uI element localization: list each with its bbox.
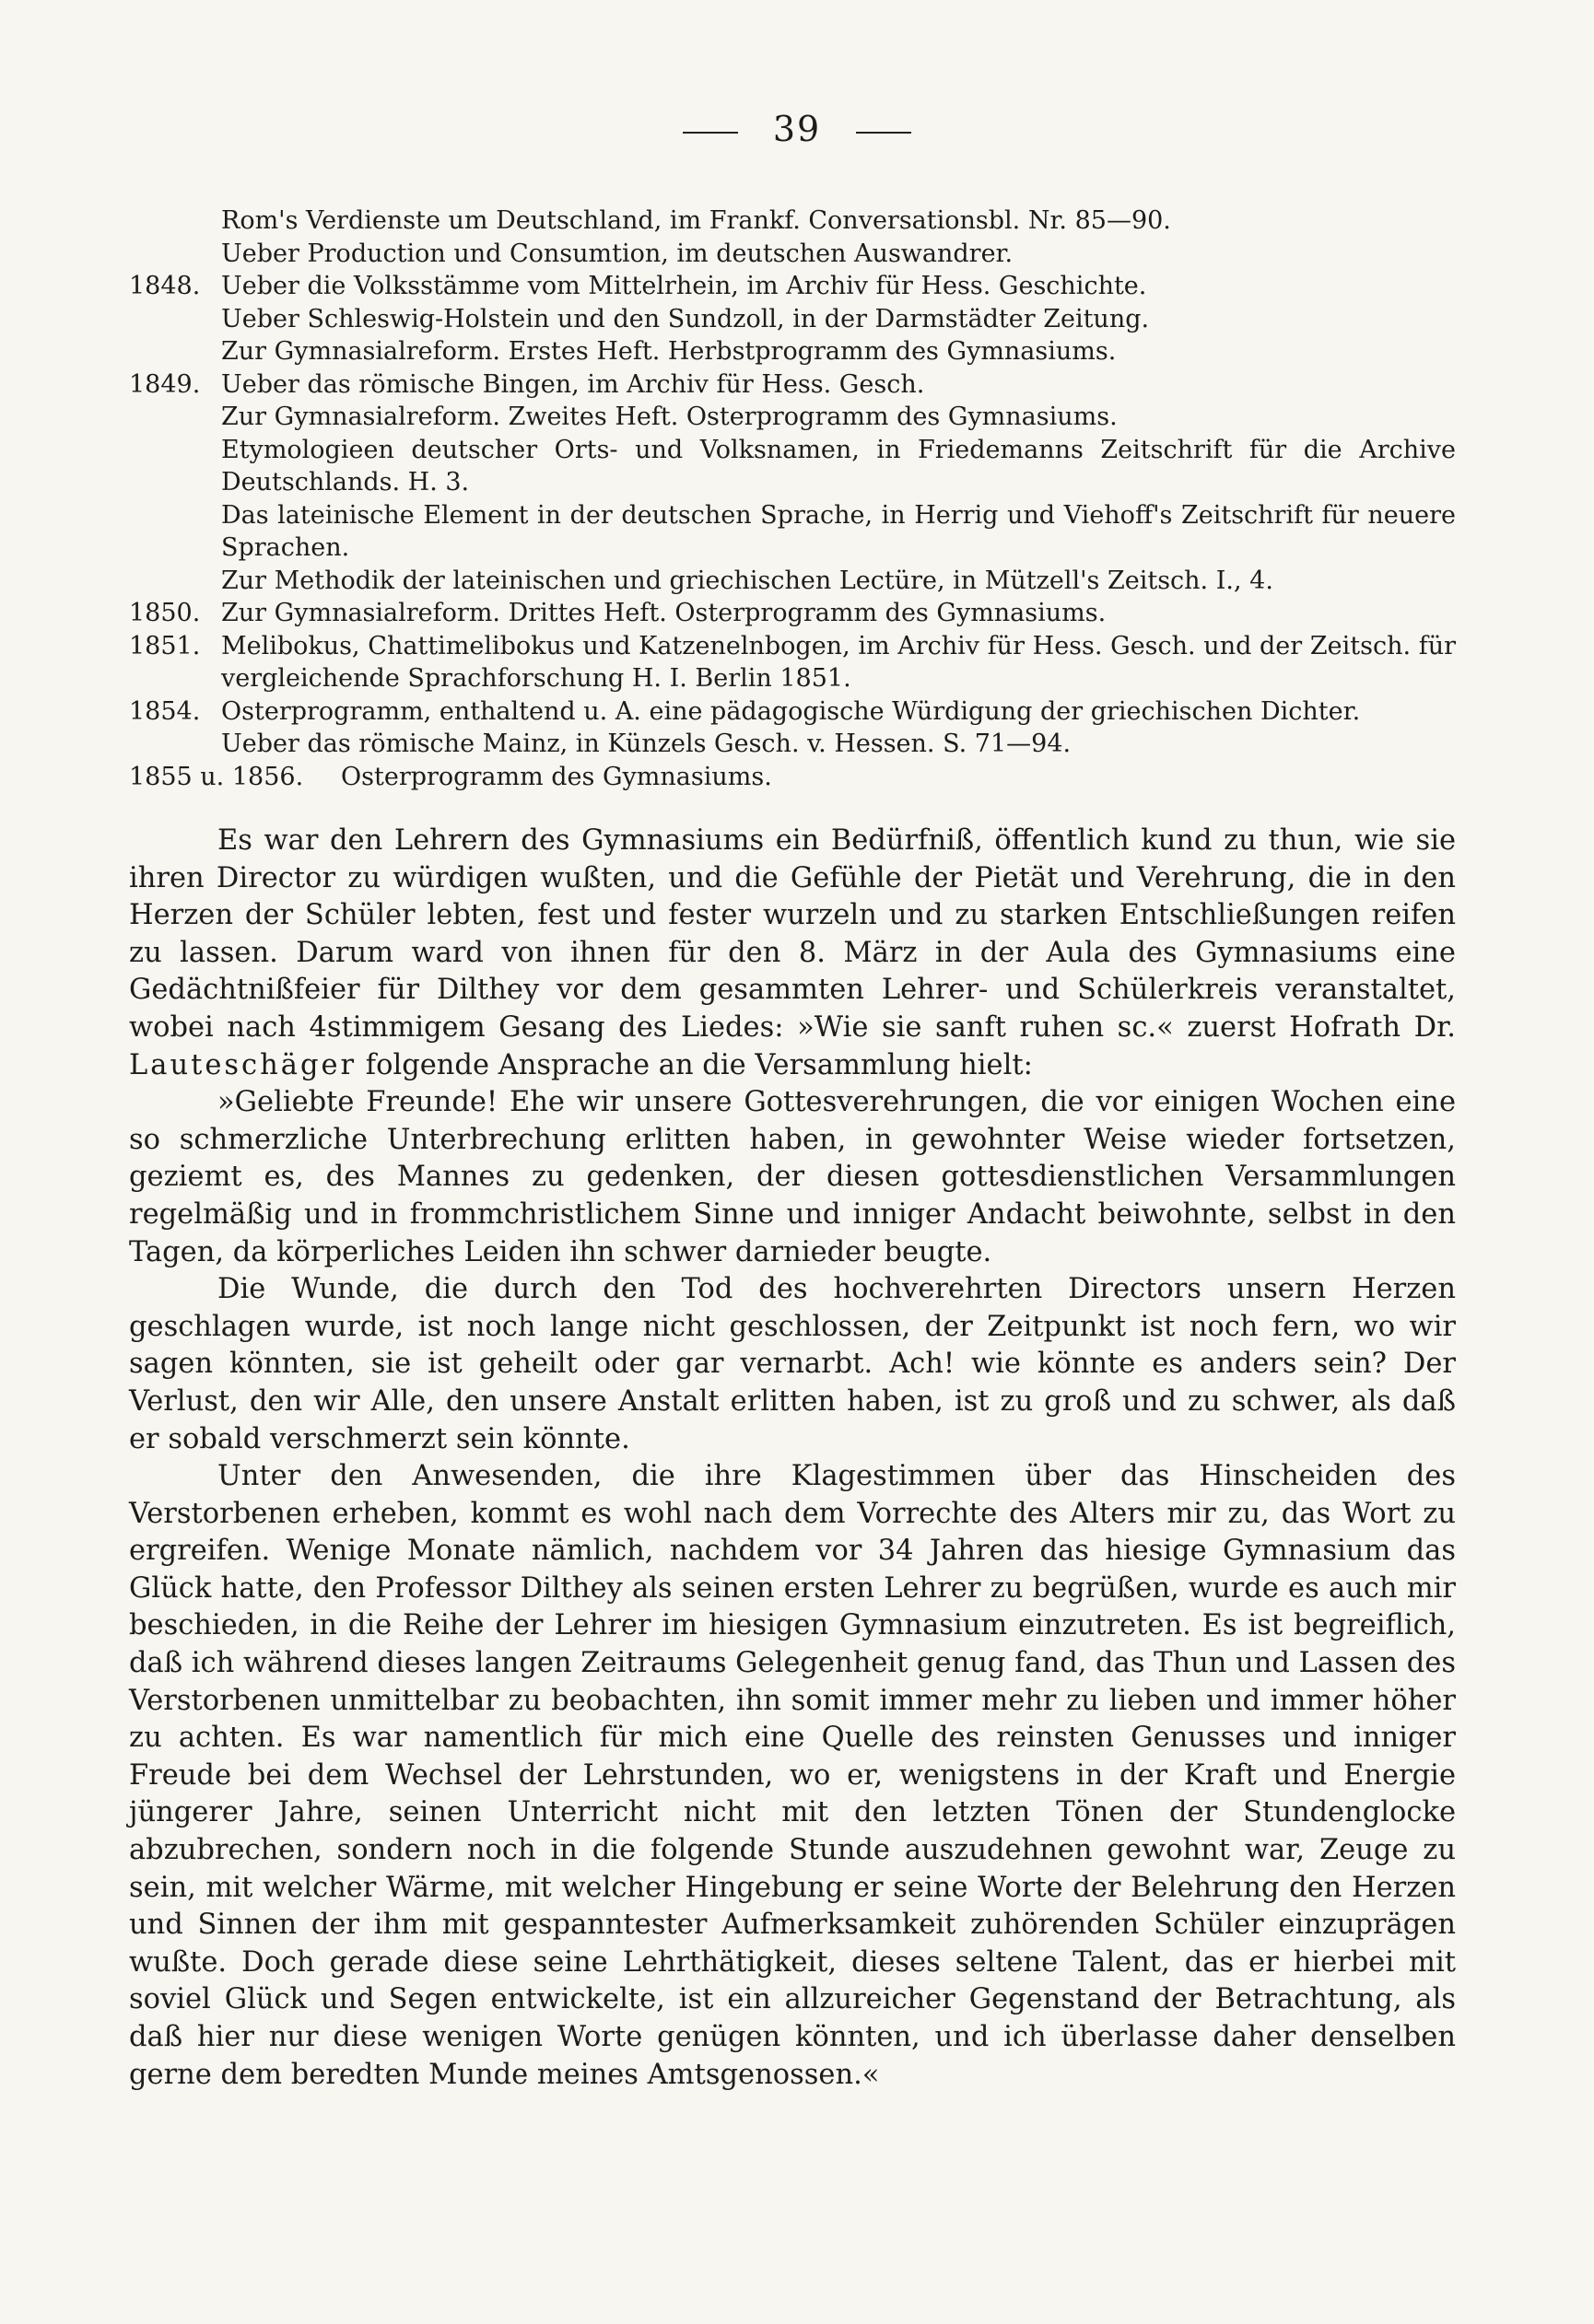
entry-year (129, 565, 221, 598)
entry-text: Osterprogramm des Gymnasiums. (341, 762, 772, 791)
bibliography-entry (129, 597, 1456, 630)
entry-year (129, 499, 221, 565)
entry-text: Ueber Schleswig-Holstein und den Sundzoll, in der Darmstädter Zeitung. (221, 304, 1150, 333)
header-dash-right (856, 132, 911, 134)
header-dash-left (683, 132, 738, 134)
entry-year: 1848. (129, 272, 201, 300)
bibliography-entry (129, 695, 1456, 729)
bibliography-entry (129, 565, 1456, 598)
entry-text: Osterprogramm, enthaltend u. A. eine pädagogische Würdigung der griechischen Dichter. (221, 696, 1361, 726)
bibliography-entry (129, 335, 1456, 368)
bibliography-entry (129, 204, 1456, 238)
entry-year (129, 335, 221, 368)
paragraph: »Geliebte Freunde! Ehe wir unsere Gottesverehrungen, die vor einigen Wochen eine so schmerzliche Unterbrechung erlitten haben, in gewohnter Weise wieder fortsetzen, geziemt es, des Mannes zu gedenken, der diesen gottesdienstlichen Versammlungen regelmäßig und in frommchristlichem Sinne und inniger Andacht beiwohnte, selbst in den Tagen, da körperliches Leiden ihn schwer darnieder beugte. (129, 1086, 1456, 1268)
paragraph: Unter den Anwesenden, die ihre Klagestimmen über das Hinscheiden des Verstorbenen erheben, kommt es wohl nach dem Vorrechte des Alters mir zu, das Wort zu ergreifen. Wenige Monate nämlich, nachdem vor 34 Jahren das hiesige Gymnasium das Glück hatte, den Professor Dilthey als seinen ersten Lehrer zu begrüßen, wurde es auch mir beschieden, in die Reihe der Lehrer im hiesigen Gymnasium einzutreten. Es ist begreiflich, daß ich während dieses langen Zeitraums Gelegenheit genug fand, das Thun und Lassen des Verstorbenen unmittelbar zu beobachten, ihn somit immer mehr zu lieben und immer höher zu achten. Es war namentlich für mich eine Quelle des reinsten Genusses und inniger Freude bei dem Wechsel der Lehrstunden, wo er, wenigstens in der Kraft und Energie jüngerer Jahre, seinen Unterricht nicht mit den letzten Tönen der Stundenglocke abzubrechen, sondern noch in die folgende Stunde auszudehnen gewohnt war, Zeuge zu sein, mit welcher Wärme, mit welcher Hingebung er seine Worte der Belehrung den Herzen und Sinnen der ihm mit gespanntester Aufmerksamkeit zuhörenden Schüler einzuprägen wußte. Doch gerade diese seine Lehrthätigkeit, dieses seltene Talent, das er hierbei mit soviel Glück und Segen entwickelte, ist ein allzureicher Gegenstand der Betrachtung, als daß hier nur diese wenigen Worte genügen könnten, und ich überlasse daher denselben gerne dem beredten Munde meines Amtsgenossen.« (129, 1460, 1457, 2091)
paragraph (129, 823, 1456, 1084)
bibliography-entry (129, 401, 1456, 434)
bibliography-entry (129, 238, 1456, 271)
bibliography-entry (129, 303, 1456, 336)
paragraph-text: Es war den Lehrern des Gymnasiums ein Bedürfniß, öffentlich kund zu thun, wie sie ihren Director zu würdigen wußten, und die Gefühle der Pietät und Verehrung, die in den Herzen der Schüler lebten, fest und fester wurzeln und zu starken Entschließungen reifen zu lassen. Darum ward von ihnen für den 8. März in der Aula des Gymnasiums eine Gedächtnißfeier für Dilthey vor dem gesammten Lehrer- und Schülerkreis veranstaltet, wobei nach 4stimmigem Gesang des Liedes: »Wie sie sanft ruhen sc.« zuerst Hofrath Dr. (129, 824, 1456, 1044)
entry-year (129, 728, 221, 761)
entry-text: Melibokus, Chattimelibokus und Katzenelnbogen, im Archiv für Hess. Gesch. und der Zeitsch. für vergleichende Sprachforschung H. I. Berlin 1851. (221, 631, 1456, 693)
bibliography-entry (129, 499, 1456, 565)
paragraph-text: folgende Ansprache an die Versammlung hielt: (357, 1048, 1033, 1081)
entry-text: Ueber die Volksstämme vom Mittelrhein, im Archiv für Hess. Geschichte. (221, 272, 1147, 300)
entry-text: Ueber das römische Mainz, in Künzels Gesch. v. Hessen. S. 71—94. (221, 730, 1072, 758)
entry-year (129, 303, 221, 336)
bibliography-entry (129, 270, 1456, 303)
entry-year (129, 238, 221, 271)
page-number: 39 (772, 109, 822, 149)
bibliography-entry (129, 368, 1456, 402)
entry-text: Etymologieen deutscher Orts- und Volksnamen, in Friedemanns Zeitschrift für die Archive Deutschlands. H. 3. (221, 435, 1456, 496)
entry-text: Zur Gymnasialreform. Zweites Heft. Osterprogramm des Gymnasiums. (221, 403, 1118, 431)
bibliography-entry (129, 728, 1456, 761)
bibliography-entry (129, 434, 1456, 499)
entry-text: Das lateinische Element in der deutschen Sprache, in Herrig und Viehoff's Zeitschrift für neuere Sprachen. (221, 500, 1456, 562)
entry-year: 1850. (129, 599, 201, 627)
body-text (129, 823, 1456, 2094)
entry-year (129, 204, 221, 238)
entry-text: Rom's Verdienste um Deutschland, im Frankf. Conversationsbl. Nr. 85—90. (221, 206, 1171, 235)
entry-year: 1854. (129, 696, 201, 726)
entry-year (129, 401, 221, 434)
page-header (0, 109, 1594, 149)
speaker-name: Lauteschäger (129, 1048, 357, 1081)
bibliography-list (129, 204, 1456, 793)
paragraph: Die Wunde, die durch den Tod des hochverehrten Directors unsern Herzen geschlagen wurde, ist noch lange nicht geschlossen, der Zeitpunkt ist noch fern, wo wir sagen könnten, sie ist geheilt oder gar vernarbt. Ach! wie könnte es anders sein? Der Verlust, den wir Alle, den unsere Anstalt erlitten haben, ist zu groß und zu schwer, als daß er sobald verschmerzt sein könnte. (129, 1273, 1456, 1455)
entry-year (129, 434, 221, 499)
bibliography-entry (129, 630, 1456, 695)
entry-text: Ueber das römische Bingen, im Archiv für Hess. Gesch. (221, 369, 925, 399)
entry-text: Zur Gymnasialreform. Erstes Heft. Herbstprogramm des Gymnasiums. (221, 337, 1117, 366)
bibliography-entry (129, 761, 1456, 794)
entry-year: 1849. (129, 369, 201, 399)
entry-year: 1851. (129, 631, 201, 660)
entry-text: Zur Methodik der lateinischen und griechischen Lectüre, in Mützell's Zeitsch. I., 4. (221, 566, 1273, 595)
entry-text: Ueber Production und Consumtion, im deutschen Auswandrer. (221, 239, 1014, 268)
entry-text: Zur Gymnasialreform. Drittes Heft. Osterprogramm des Gymnasiums. (221, 599, 1107, 627)
entry-year: 1855 u. 1856. (129, 762, 304, 791)
